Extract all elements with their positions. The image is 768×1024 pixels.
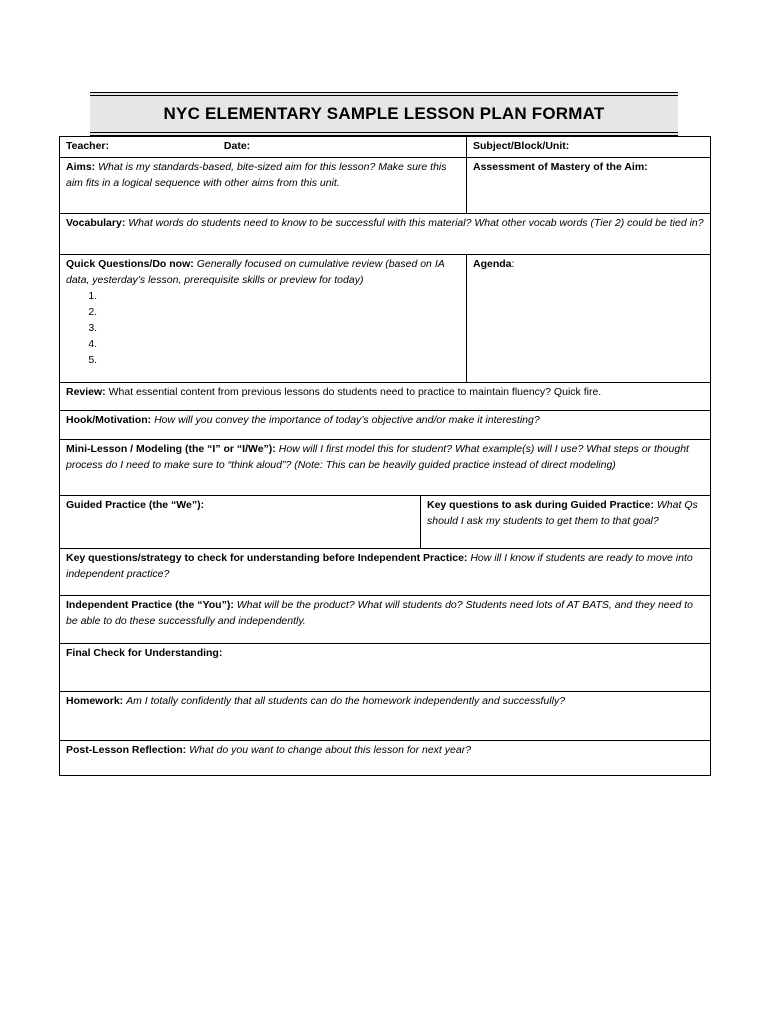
subject-label: Subject/Block/Unit: — [473, 140, 570, 152]
mini-lesson-label: Mini-Lesson / Modeling (the “I” or “I/We”): — [66, 443, 276, 455]
reflection-text: What do you want to change about this lesson for next year? — [189, 744, 472, 756]
key-questions-independent-label: Key questions/strategy to check for understanding before Independent Practice: — [66, 552, 468, 564]
do-now-item[interactable] — [100, 352, 460, 368]
do-now-item[interactable] — [100, 336, 460, 352]
key-questions-independent-text: How ill I know if students are ready to move into independent practice? — [66, 552, 693, 580]
aims-text: What is my standards-based, bite-sized aim for this lesson? Make sure this aim fits in a logical sequence with other aims from this unit. — [66, 161, 447, 189]
review-row — [60, 383, 711, 411]
independent-practice-row — [60, 596, 711, 644]
homework-label: Homework: — [66, 695, 124, 707]
mini-lesson-cell[interactable] — [60, 440, 711, 496]
reflection-label: Post-Lesson Reflection: — [66, 744, 187, 756]
quick-questions-row — [60, 255, 711, 383]
key-questions-independent-cell[interactable] — [60, 549, 711, 596]
homework-row — [60, 692, 711, 741]
final-check-row — [60, 644, 711, 692]
homework-cell[interactable] — [60, 692, 711, 741]
vocabulary-text: What words do students need to know to be successful with this material? What other vocab words (Tier 2) could be tied in? — [128, 217, 704, 229]
key-questions-guided-cell[interactable] — [421, 496, 711, 549]
homework-text: Am I totally confidently that all students can do the homework independently and successfully? — [126, 695, 566, 707]
vocabulary-cell[interactable] — [60, 214, 711, 255]
agenda-cell[interactable] — [467, 255, 711, 383]
do-now-item[interactable] — [100, 288, 460, 304]
aims-cell[interactable] — [60, 158, 467, 214]
quick-questions-text: Generally focused on cumulative review (based on IA data, yesterday’s lesson, prerequisite skills or preview for today) — [66, 258, 445, 286]
agenda-colon: : — [511, 258, 515, 270]
guided-practice-cell[interactable] — [60, 496, 421, 549]
do-now-list — [66, 288, 460, 368]
hook-row — [60, 411, 711, 440]
reflection-cell[interactable] — [60, 741, 711, 776]
key-questions-guided-label: Key questions to ask during Guided Practice: — [427, 499, 654, 511]
subject-cell[interactable] — [467, 137, 711, 158]
date-label: Date: — [223, 140, 251, 152]
do-now-item[interactable] — [100, 320, 460, 336]
hook-text: How will you convey the importance of today’s objective and/or make it interesting? — [154, 414, 540, 426]
document-title: NYC ELEMENTARY SAMPLE LESSON PLAN FORMAT — [163, 104, 605, 123]
vocabulary-row — [60, 214, 711, 255]
assessment-cell[interactable] — [467, 158, 711, 214]
aims-label: Aims: — [66, 161, 96, 173]
key-questions-independent-row — [60, 549, 711, 596]
quick-questions-cell[interactable] — [60, 255, 467, 383]
title-band — [90, 92, 678, 136]
independent-practice-cell[interactable] — [60, 596, 711, 644]
quick-questions-label: Quick Questions/Do now: — [66, 258, 194, 270]
review-cell[interactable] — [60, 383, 711, 411]
teacher-date-cell[interactable] — [60, 137, 467, 158]
reflection-row — [60, 741, 711, 776]
agenda-label: Agenda — [473, 258, 512, 270]
mini-lesson-row — [60, 440, 711, 496]
header-row — [60, 137, 711, 158]
assessment-label: Assessment of Mastery of the Aim: — [473, 161, 648, 173]
do-now-item[interactable] — [100, 304, 460, 320]
mini-lesson-text: How will I first model this for student? What example(s) will I use? What steps or thought process do I need to make sure to “think aloud”? (Note: This can be heavily guided practice instead of direct modeling) — [66, 443, 689, 471]
hook-cell[interactable] — [60, 411, 711, 440]
key-questions-guided-text: What Qs should I ask my students to get them to that goal? — [427, 499, 698, 527]
final-check-cell[interactable] — [60, 644, 711, 692]
guided-practice-row — [60, 496, 711, 549]
aims-row — [60, 158, 711, 214]
review-label: Review: — [66, 386, 106, 398]
lesson-plan-table — [59, 136, 711, 776]
independent-practice-label: Independent Practice (the “You”): — [66, 599, 234, 611]
vocabulary-label: Vocabulary: — [66, 217, 126, 229]
guided-practice-label: Guided Practice (the “We”): — [66, 499, 205, 511]
hook-label: Hook/Motivation: — [66, 414, 152, 426]
independent-practice-text: What will be the product? What will students do? Students need lots of AT BATS, and they need to be able to do these successfully and independently. — [66, 599, 693, 627]
final-check-label: Final Check for Understanding: — [66, 647, 223, 659]
teacher-label: Teacher: — [66, 140, 109, 152]
review-text: What essential content from previous lessons do students need to practice to maintain fluency? Quick fire. — [108, 386, 602, 398]
